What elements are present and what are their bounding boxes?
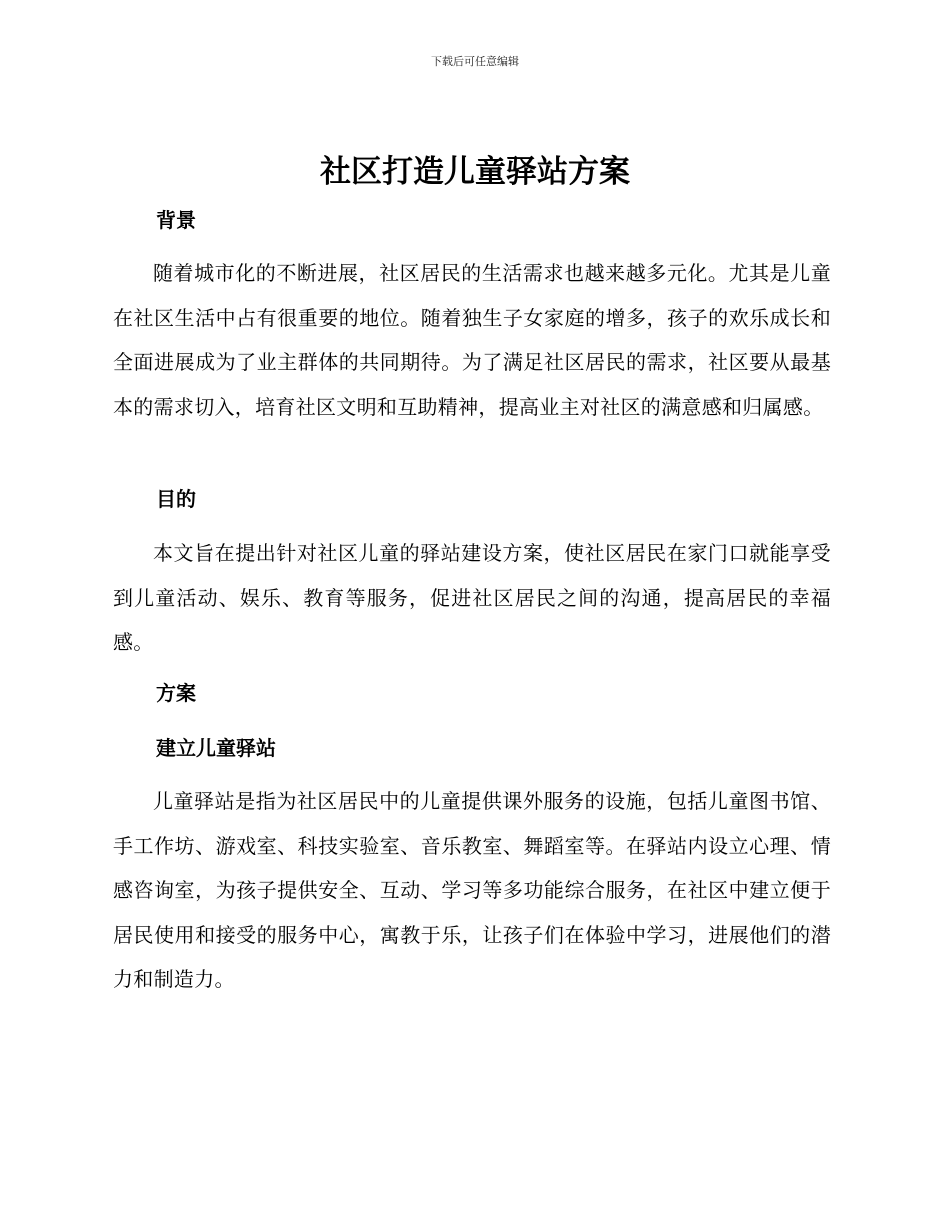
section-paragraph-background: 随着城市化的不断进展，社区居民的生活需求也越来越多元化。尤其是儿童在社区生活中占有很重要的地位。随着独生子女家庭的增多，孩子的欢乐成长和全面进展成为了业主群体的共同期待。为了满足社区居民的需求，社区要从最基本的需求切入，培育社区文明和互助精神，提高业主对社区的满意感和归属感。 bbox=[113, 261, 831, 419]
section-paragraph-build-station: 儿童驿站是指为社区居民中的儿童提供课外服务的设施，包括儿童图书馆、手工作坊、游戏室、科技实验室、音乐教室、舞蹈室等。在驿站内设立心理、情感咨询室，为孩子提供安全、互动、学习等多功能综合服务，在社区中建立便于居民使用和接受的服务中心，寓教于乐，让孩子们在体验中学习，进展他们的潜力和制造力。 bbox=[113, 789, 831, 992]
header-note: 下载后可任意编辑 bbox=[431, 55, 519, 68]
section-heading-purpose: 目的 bbox=[156, 487, 196, 511]
document-title: 社区打造儿童驿站方案 bbox=[320, 154, 630, 190]
section-paragraph-purpose: 本文旨在提出针对社区儿童的驿站建设方案，使社区居民在家门口就能享受到儿童活动、娱乐、教育等服务，促进社区居民之间的沟通，提高居民的幸福感。 bbox=[113, 541, 831, 655]
subsection-heading-build-station: 建立儿童驿站 bbox=[156, 736, 276, 760]
section-heading-plan: 方案 bbox=[156, 681, 196, 705]
section-heading-background: 背景 bbox=[156, 208, 196, 232]
